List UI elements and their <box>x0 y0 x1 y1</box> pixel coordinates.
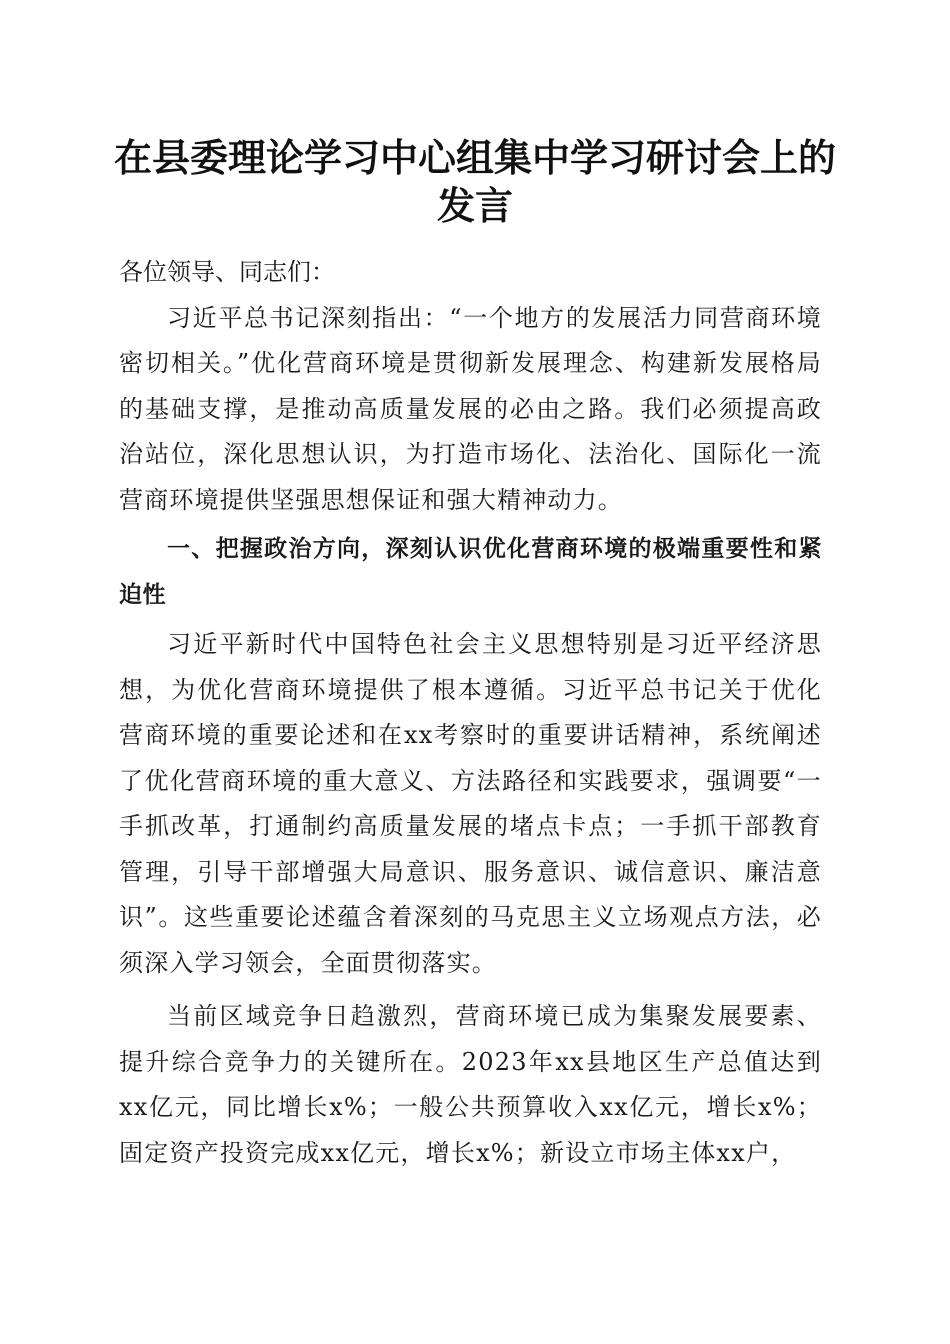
intro-paragraph: 习近平总书记深刻指出：“一个地方的发展活力同营商环境密切相关。”优化营商环境是贯彻新发展理念、构建新发展格局的基础支撑，是推动高质量发展的必由之路。我们必须提高政治站位，深化思想认识，为打造市场化、法治化、国际化一流营商环境提供坚强思想保证和强大精神动力。 <box>119 303 822 514</box>
salutation: 各位领导、同志们： <box>119 258 335 286</box>
section-paragraph: 习近平新时代中国特色社会主义思想特别是习近平经济思想，为优化营商环境提供了根本遵循。习近平总书记关于优化营商环境的重要论述和在xx考察时的重要讲话精神，系统阐述了优化营商环境的重大意义、方法路径和实践要求，强调要“一手抓改革，打通制约高质量发展的堵点卡点；一手抓干部教育管理，引导干部增强大局意识、服务意识、诚信意识、廉洁意识”。这些重要论述蕴含着深刻的马克思主义立场观点方法，必须深入学习领会，全面贯彻落实。 <box>119 630 822 977</box>
section-paragraph: 当前区域竞争日趋激烈，营商环境已成为集聚发展要素、提升综合竞争力的关键所在。2023年xx县地区生产总值达到xx亿元，同比增长x%；一般公共预算收入xx亿元，增长x%；固定资产投资完成xx亿元，增长x%；新设立市场主体xx户， <box>119 1002 822 1167</box>
section-heading: 一、把握政治方向，深刻认识优化营商环境的极端重要性和紧迫性 <box>119 536 822 608</box>
document-title: 在县委理论学习中心组集中学习研讨会上的发言 <box>113 135 836 228</box>
document-body <box>119 250 822 1176</box>
